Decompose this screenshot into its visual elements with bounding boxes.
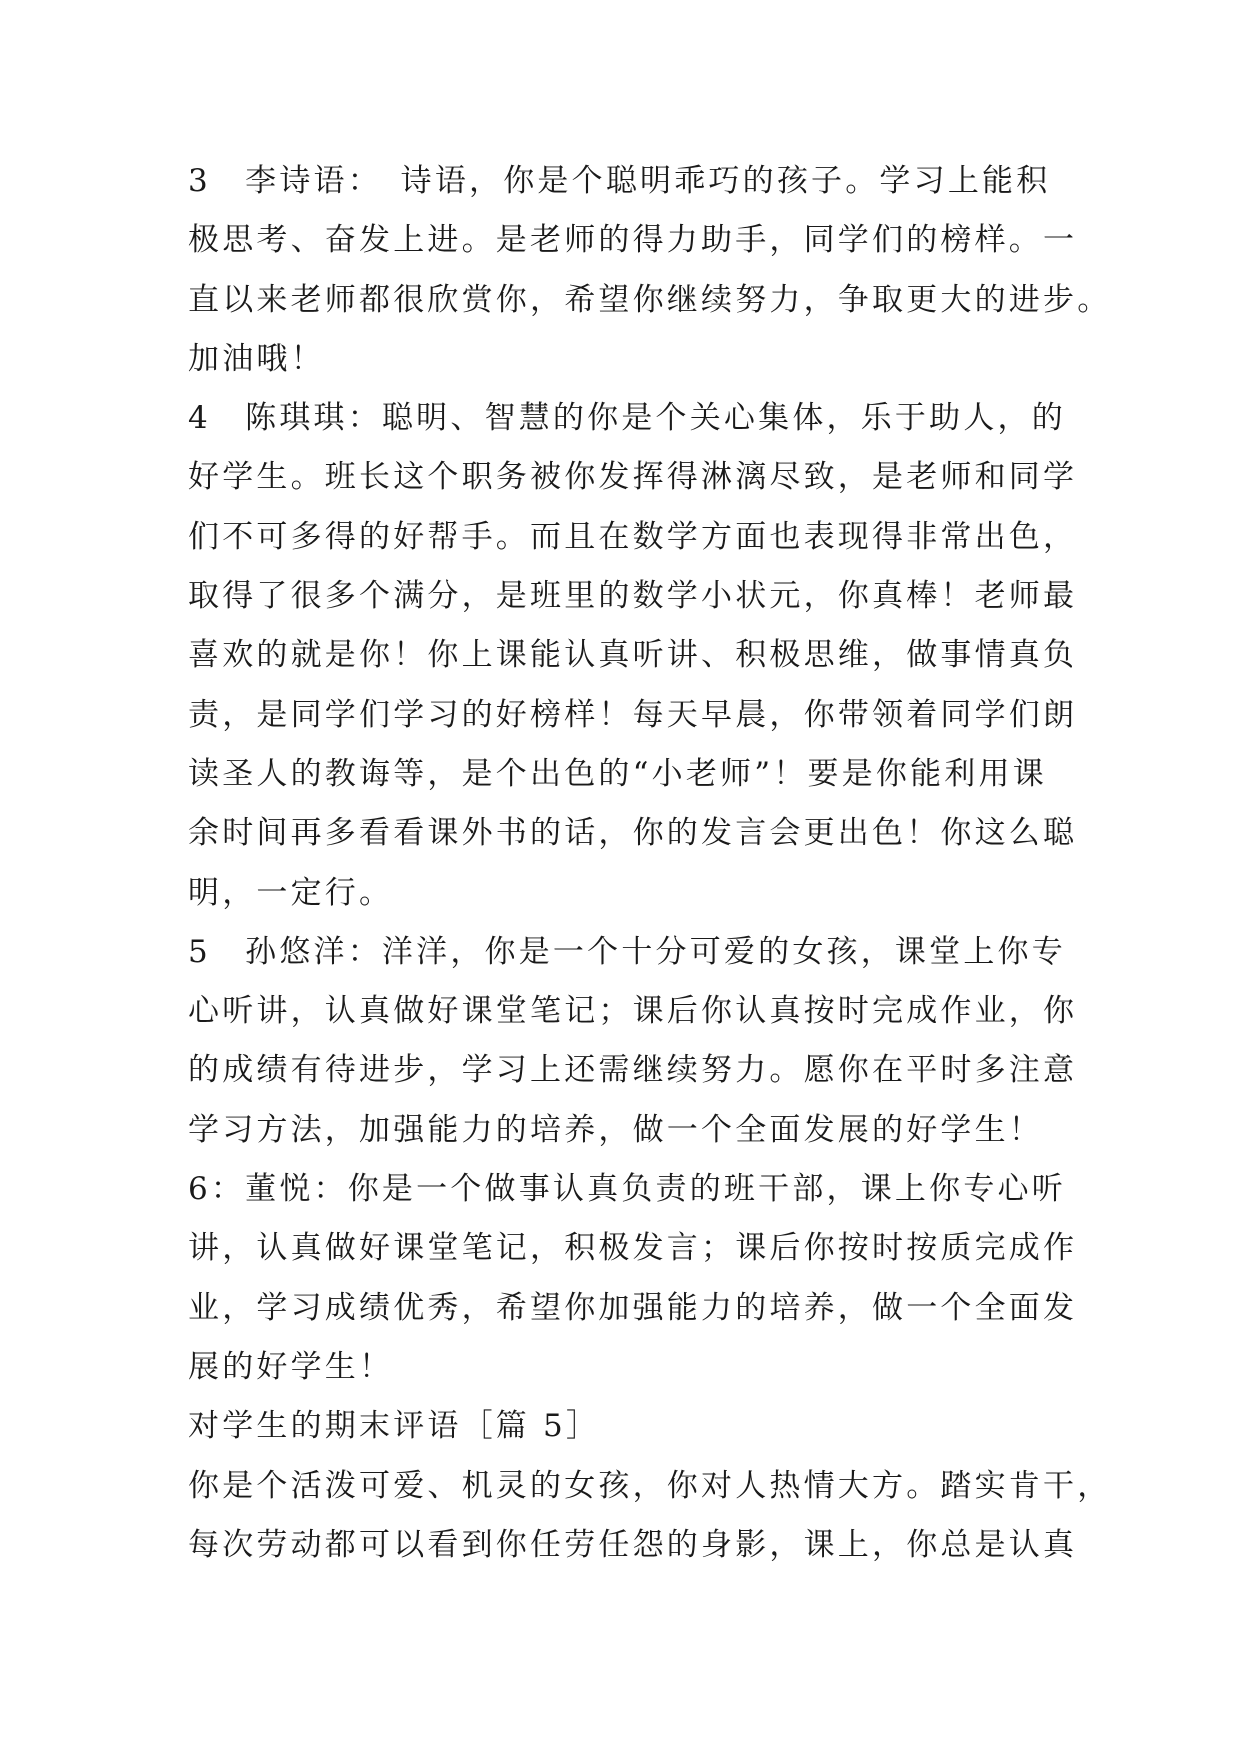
text-line: 读圣人的教诲等，是个出色的“小老师”！要是你能利用课	[188, 755, 1047, 792]
section-heading: 对学生的期末评语［篇 5］	[188, 1408, 601, 1445]
text-line: 你是个活泼可爱、机灵的女孩，你对人热情大方。踏实肯干，	[188, 1467, 1112, 1504]
text-line: 4 陈琪琪：聪明、智慧的你是个关心集体，乐于助人，的	[188, 400, 1066, 437]
text-line: 直以来老师都很欣赏你，希望你继续努力，争取更大的进步。	[188, 281, 1112, 318]
text-line: 明，一定行。	[188, 874, 394, 911]
text-line: 极思考、奋发上进。是老师的得力助手，同学们的榜样。一	[188, 222, 1078, 259]
text-line: 讲，认真做好课堂笔记，积极发言；课后你按时按质完成作	[188, 1230, 1078, 1267]
text-line: 取得了很多个满分，是班里的数学小状元，你真棒！老师最	[188, 578, 1078, 615]
text-line: 5 孙悠洋：洋洋，你是一个十分可爱的女孩，课堂上你专	[188, 933, 1066, 970]
text-line: 的成绩有待进步，学习上还需继续努力。愿你在平时多注意	[188, 1052, 1078, 1089]
text-line: 好学生。班长这个职务被你发挥得淋漓尽致，是老师和同学	[188, 459, 1078, 496]
text-line: 3 李诗语： 诗语，你是个聪明乖巧的孩子。学习上能积	[188, 163, 1051, 199]
text-line: 每次劳动都可以看到你任劳任怨的身影，课上，你总是认真	[188, 1526, 1078, 1563]
text-line: 6：董悦：你是一个做事认真负责的班干部，课上你专心听	[188, 1171, 1066, 1208]
text-line: 加油哦！	[188, 340, 325, 377]
text-line: 学习方法，加强能力的培养，做一个全面发展的好学生！	[188, 1111, 1043, 1148]
text-line: 心听讲，认真做好课堂笔记；课后你认真按时完成作业，你	[188, 993, 1078, 1030]
document-body	[188, 152, 1112, 1575]
text-line: 业，学习成绩优秀，希望你加强能力的培养，做一个全面发	[188, 1289, 1078, 1326]
text-line: 余时间再多看看课外书的话，你的发言会更出色！你这么聪	[188, 815, 1078, 852]
text-line: 展的好学生！	[188, 1348, 394, 1385]
text-line: 责，是同学们学习的好榜样！每天早晨，你带领着同学们朗	[188, 696, 1078, 733]
text-line: 们不可多得的好帮手。而且在数学方面也表现得非常出色，	[188, 518, 1078, 555]
text-line: 喜欢的就是你！你上课能认真听讲、积极思维，做事情真负	[188, 637, 1078, 674]
